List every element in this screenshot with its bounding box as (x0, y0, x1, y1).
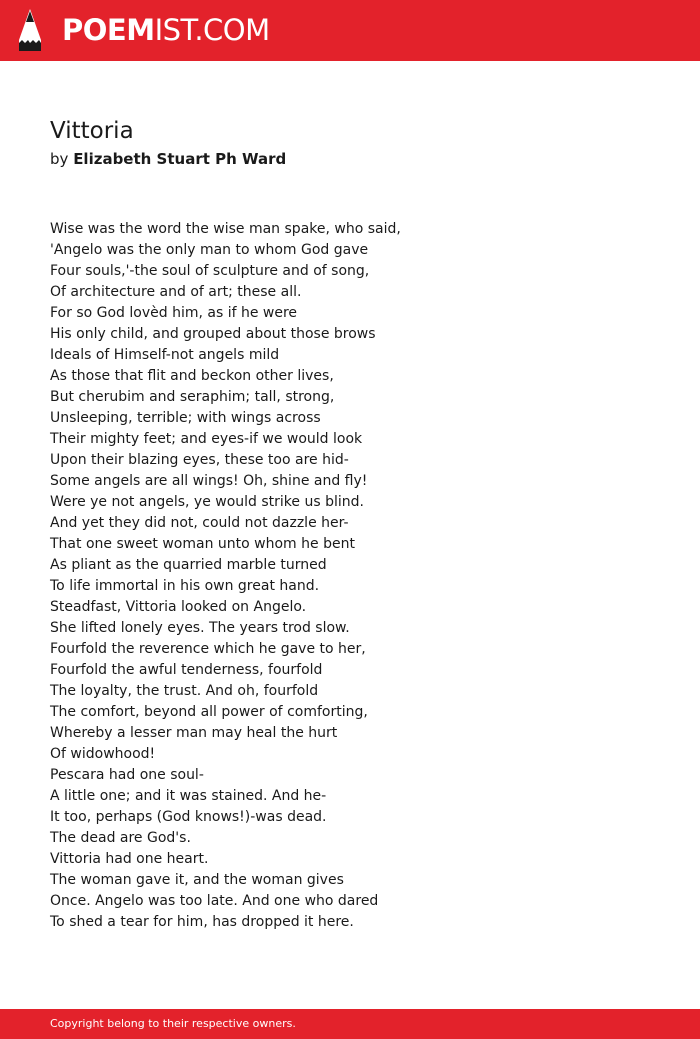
poem-line: A little one; and it was stained. And he- (50, 788, 327, 804)
logo-bold-text: POEM (62, 13, 155, 47)
poem-body (50, 219, 650, 933)
poem-title: Vittoria (50, 118, 134, 144)
site-footer (0, 1009, 700, 1039)
poem-line: The dead are God's. (50, 830, 191, 846)
poem-line: Ideals of Himself-not angels mild (50, 347, 280, 363)
poem-line: She lifted lonely eyes. The years trod slow. (50, 620, 350, 636)
poem-line: Unsleeping, terrible; with wings across (50, 410, 321, 426)
poem-line: Vittoria had one heart. (50, 851, 209, 867)
poem-line: Of architecture and of art; these all. (50, 284, 302, 300)
poem-line: For so God lovèd him, as if he were (50, 305, 298, 321)
site-header (0, 0, 700, 61)
poem-line: Fourfold the reverence which he gave to her, (50, 641, 366, 657)
poem-line: Were ye not angels, ye would strike us blind. (50, 494, 364, 510)
poem-line: 'Angelo was the only man to whom God gave (50, 242, 369, 258)
poem-line: Their mighty feet; and eyes-if we would look (50, 431, 363, 447)
poem-line: His only child, and grouped about those brows (50, 326, 376, 342)
poem-line: Wise was the word the wise man spake, who said, (50, 221, 401, 237)
poem-line: Upon their blazing eyes, these too are hid- (50, 452, 349, 468)
poem-author: Elizabeth Stuart Ph Ward (73, 150, 287, 168)
poem-line: The woman gave it, and the woman gives (50, 872, 344, 888)
poem-line: As pliant as the quarried marble turned (50, 557, 327, 573)
poem-line: Of widowhood! (50, 746, 156, 762)
poem-line: Some angels are all wings! Oh, shine and fly! (50, 473, 368, 489)
poem-line: Once. Angelo was too late. And one who dared (50, 893, 379, 909)
poem-line: To shed a tear for him, has dropped it here. (50, 914, 354, 930)
poem-line: But cherubim and seraphim; tall, strong, (50, 389, 335, 405)
poem-line: As those that flit and beckon other lives, (50, 368, 334, 384)
site-logo[interactable] (62, 13, 270, 47)
poem-line: Fourfold the awful tenderness, fourfold (50, 662, 323, 678)
poem-line: The loyalty, the trust. And oh, fourfold (50, 683, 319, 699)
poem-line: The comfort, beyond all power of comforting, (50, 704, 368, 720)
poem-byline (50, 149, 286, 169)
poem-line: Pescara had one soul- (50, 767, 204, 783)
poem-line: Steadfast, Vittoria looked on Angelo. (50, 599, 307, 615)
poem-line: That one sweet woman unto whom he bent (50, 536, 355, 552)
poem-line: It too, perhaps (God knows!)-was dead. (50, 809, 327, 825)
logo-light-text: IST.COM (154, 13, 270, 47)
pencil-tip-icon[interactable] (17, 9, 43, 51)
copyright-notice: Copyright belong to their respective owners. (50, 1017, 296, 1030)
poem-line: Four souls,'-the soul of sculpture and of song, (50, 263, 370, 279)
poem-line: Whereby a lesser man may heal the hurt (50, 725, 338, 741)
poem-line: And yet they did not, could not dazzle her- (50, 515, 349, 531)
by-label: by (50, 150, 69, 168)
poem-line: To life immortal in his own great hand. (50, 578, 320, 594)
